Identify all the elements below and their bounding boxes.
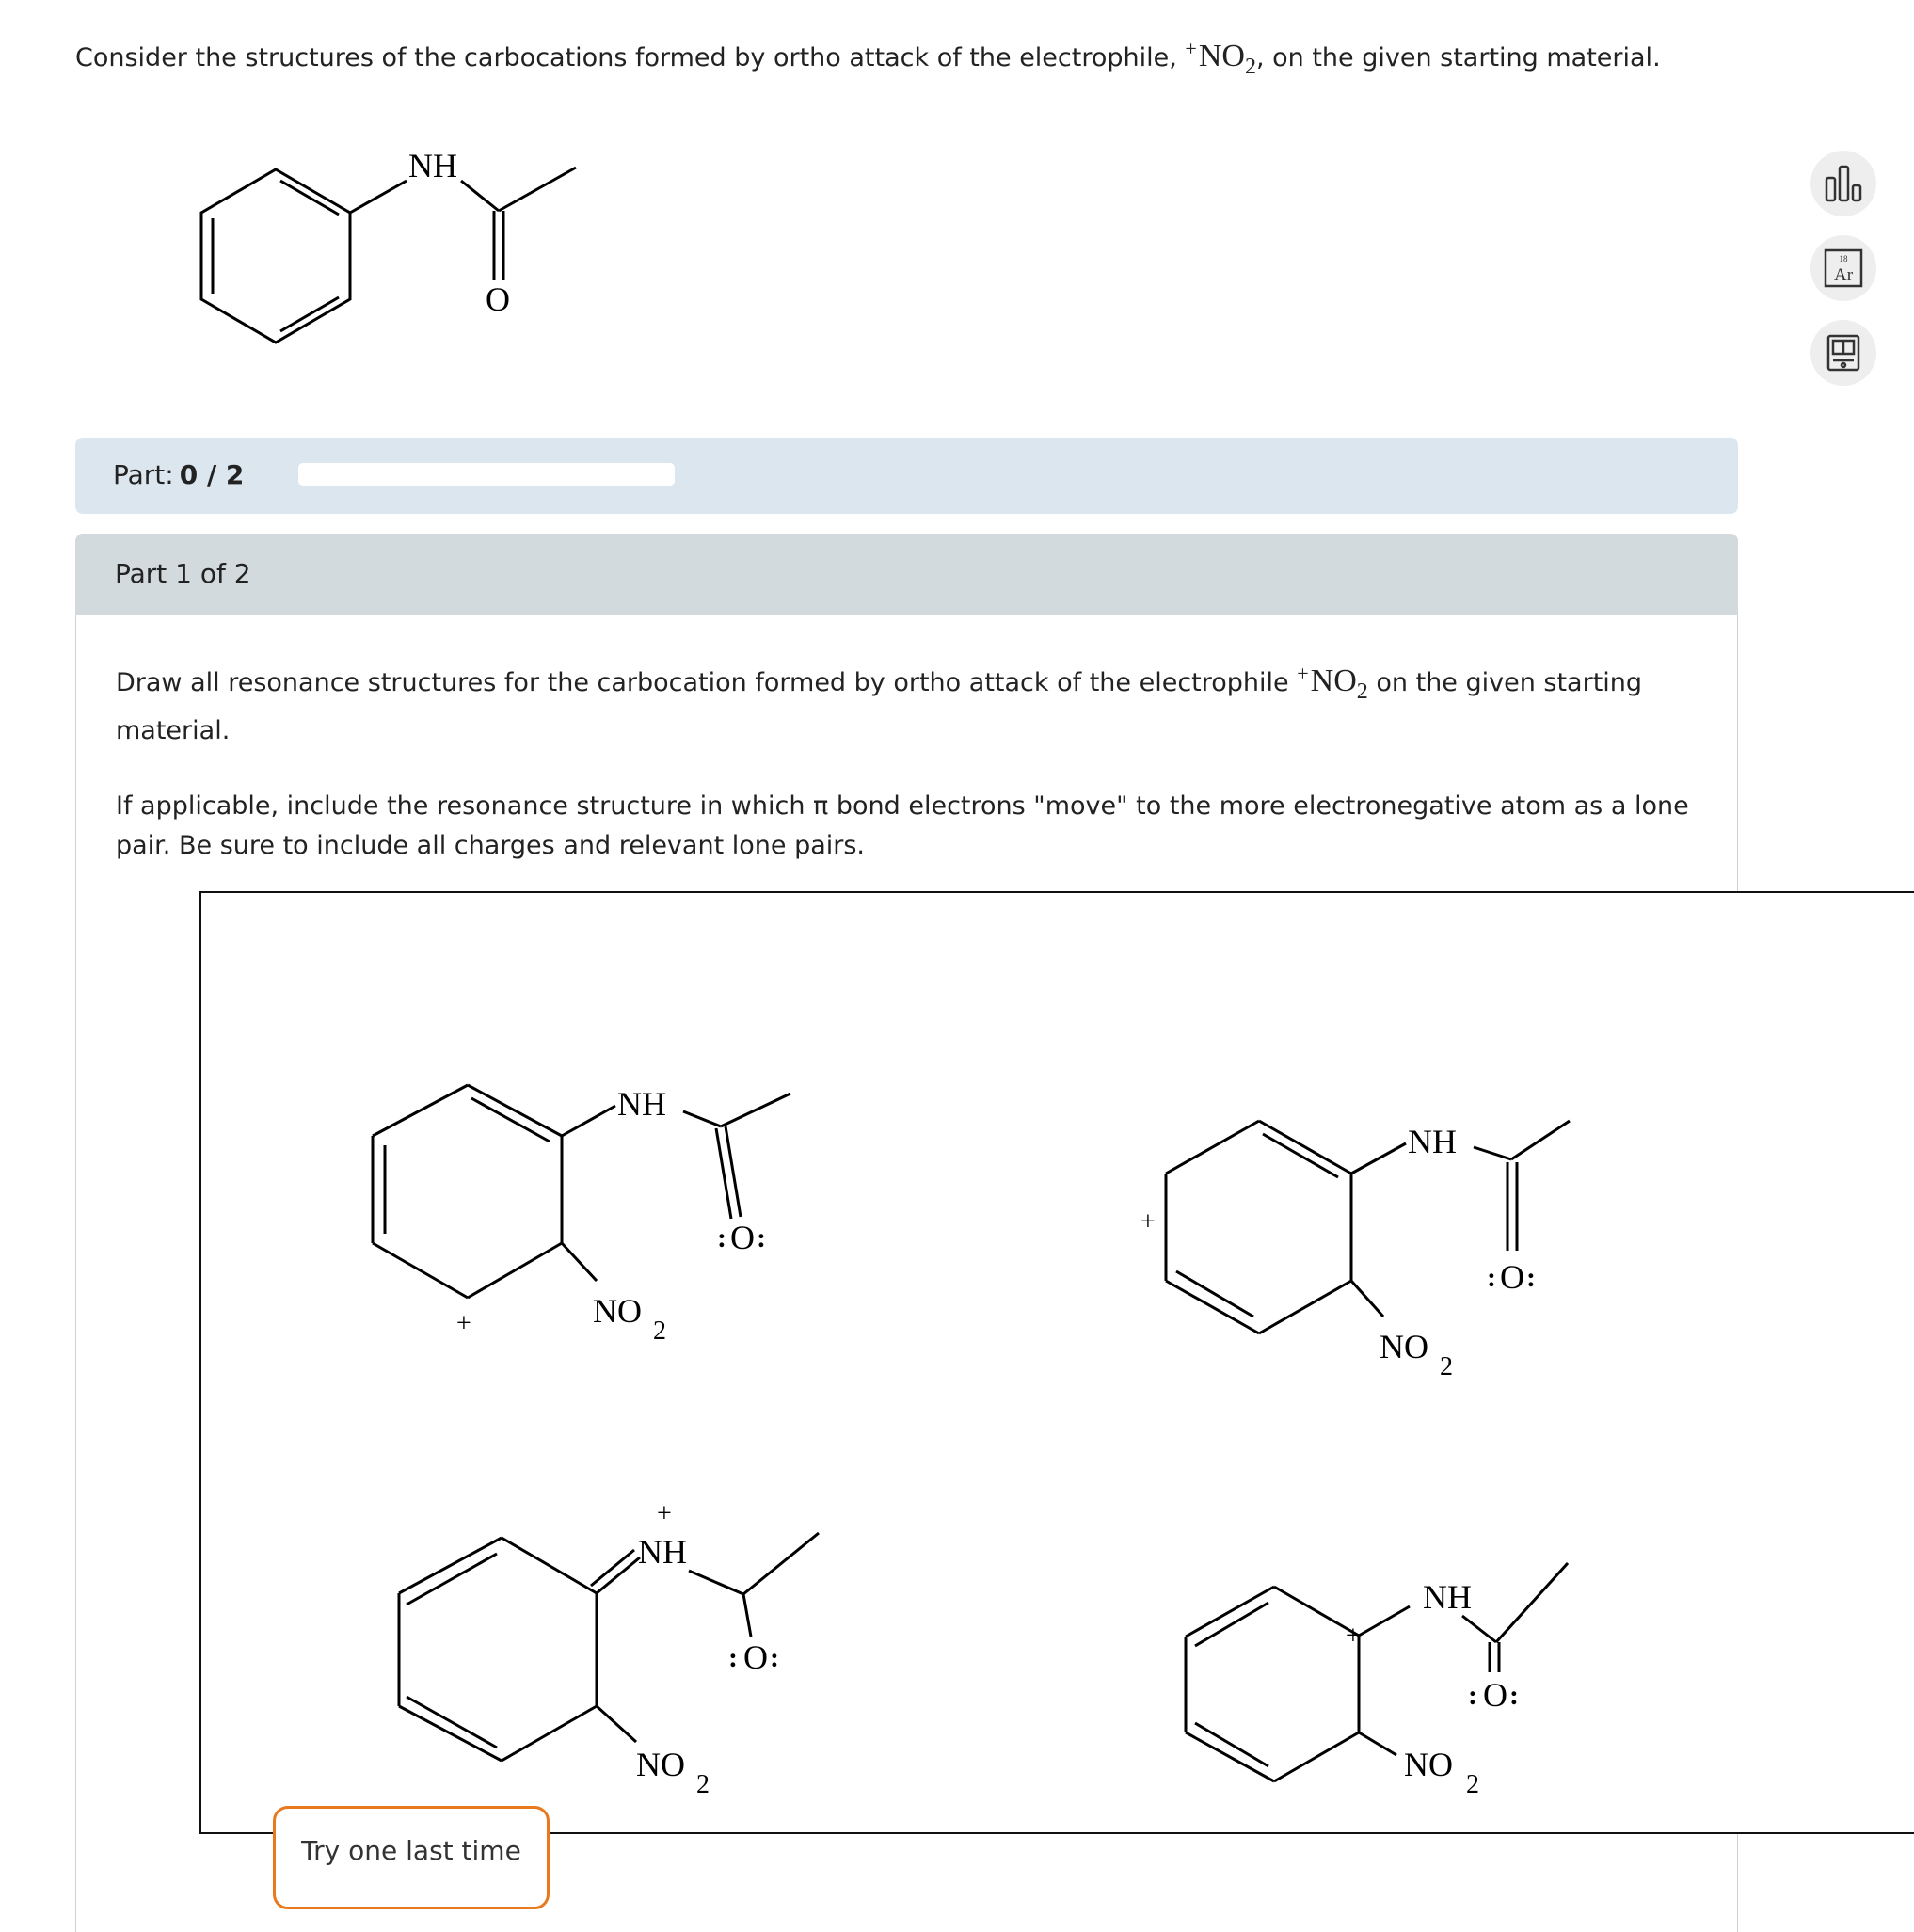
s4-lone-pair-left: :	[1468, 1680, 1477, 1711]
electrophile-symbol: NO	[1198, 39, 1245, 73]
s3-lone-pair-left: :	[728, 1642, 738, 1673]
s3-o: O	[743, 1638, 768, 1676]
s4-o: O	[1483, 1676, 1507, 1714]
progress-track	[298, 463, 675, 486]
structure-3[interactable]	[399, 1499, 819, 1799]
s3-lone-pair-right: :	[770, 1642, 779, 1673]
drawing-canvas[interactable]	[199, 891, 1914, 1834]
progress-value: 0 / 2	[179, 459, 245, 490]
s4-lone-pair-right: :	[1509, 1680, 1519, 1711]
periodic-symbol: Ar	[1833, 265, 1854, 285]
instruction-electrophile-charge: +	[1297, 662, 1309, 685]
electrophile-formula	[1185, 37, 1256, 79]
s2-lone-pair-left: :	[1487, 1262, 1496, 1293]
calculator-button[interactable]	[1810, 320, 1876, 386]
s4-nh: NH	[1423, 1578, 1472, 1616]
structure-4[interactable]	[1186, 1563, 1568, 1799]
part-header	[75, 534, 1738, 615]
o-atom: O	[486, 280, 510, 318]
progress-panel	[75, 438, 1738, 514]
s2-lone-pair-right: :	[1526, 1262, 1536, 1293]
resonance-structures	[201, 893, 1914, 1832]
s4-no2: NO	[1404, 1746, 1453, 1783]
s2-plus: +	[1140, 1207, 1156, 1237]
starting-material-structure	[169, 132, 602, 358]
periodic-number: 18	[1839, 254, 1848, 263]
intro-text-before: Consider the structures of the carbocations formed by ortho attack of the electrophile,	[75, 43, 1177, 72]
try-again-button[interactable]: Try one last time	[273, 1806, 550, 1909]
electrophile-subscript: 2	[1244, 54, 1256, 79]
electrophile-charge: +	[1185, 37, 1197, 60]
s2-no2-sub: 2	[1440, 1352, 1453, 1381]
s1-no2: NO	[593, 1292, 642, 1330]
intro-text-after: , on the given starting material.	[1255, 43, 1661, 72]
s1-lone-pair-right: :	[757, 1222, 766, 1253]
s1-nh: NH	[617, 1085, 666, 1123]
instruction-1	[116, 662, 1715, 751]
s2-no2: NO	[1380, 1328, 1428, 1365]
instruction-text-after: on the given starting material.	[116, 668, 1643, 745]
s1-plus: +	[456, 1309, 471, 1338]
s3-no2-sub: 2	[696, 1770, 710, 1799]
question-intro	[75, 38, 1769, 86]
periodic-table-button[interactable]	[1810, 235, 1876, 301]
data-button[interactable]	[1810, 151, 1876, 216]
s3-no2: NO	[636, 1746, 685, 1783]
periodic-table-icon	[1823, 247, 1864, 289]
instruction-electrophile-subscript: 2	[1356, 679, 1368, 704]
s3-nh: NH	[638, 1533, 687, 1571]
part-title: Part 1 of 2	[115, 558, 251, 589]
s1-lone-pair-left: :	[717, 1222, 726, 1253]
instruction-electrophile-symbol: NO	[1310, 663, 1357, 698]
progress-label-text: Part:	[113, 459, 174, 490]
s2-nh: NH	[1408, 1123, 1457, 1160]
s1-no2-sub: 2	[653, 1317, 666, 1346]
nh-atom: NH	[408, 147, 457, 184]
instruction-2: If applicable, include the resonance structure in which π bond electrons "move" to the more electronegative atom as a lone pair. Be sure to include all charges and relevant lone pairs.	[116, 791, 1689, 860]
calculator-icon	[1823, 332, 1864, 374]
structure-2[interactable]	[1140, 1121, 1570, 1381]
s4-no2-sub: 2	[1466, 1770, 1479, 1799]
instruction-electrophile	[1297, 662, 1368, 704]
bar-chart-icon	[1823, 163, 1864, 204]
s1-o: O	[730, 1219, 755, 1256]
sidebar-tools	[1810, 151, 1880, 405]
progress-label	[113, 459, 244, 490]
s4-plus: +	[1346, 1621, 1361, 1651]
s2-o: O	[1500, 1258, 1524, 1296]
structure-1[interactable]	[373, 1085, 790, 1346]
instruction-text-before: Draw all resonance structures for the carbocation formed by ortho attack of the electrophile	[116, 668, 1289, 697]
s3-plus: +	[657, 1499, 672, 1528]
